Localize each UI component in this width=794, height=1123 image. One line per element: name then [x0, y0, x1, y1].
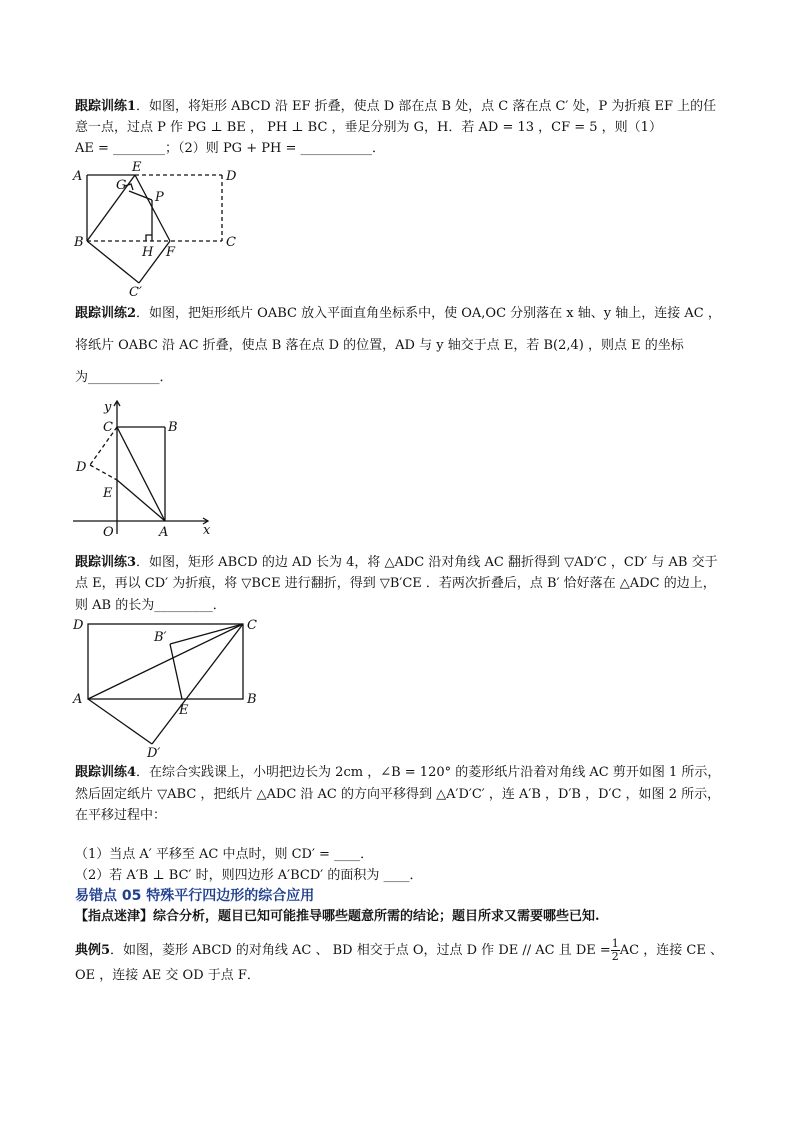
p1-label-c: C	[226, 235, 236, 250]
p4-question-2: （2）若 A′B ⊥ BC′ 时，则四边形 A′BCD′ 的面积为 ____．	[75, 868, 423, 883]
ex5-fraction	[611, 938, 620, 963]
p2-label-o: O	[103, 525, 114, 540]
p2-line3: 为___________．	[75, 370, 173, 385]
p3-tag: 跟踪训练3	[75, 555, 137, 570]
p3-label-e: E	[179, 703, 189, 718]
p1-line3: AE = ________；（2）则 PG + PH = ___________．	[75, 141, 385, 156]
p1-label-g: G	[116, 178, 127, 193]
p3-label-dp: D′	[147, 746, 161, 761]
p4-line2: 然后固定纸片 ▽ABC ，把纸片 △ADC 沿 AC 的方向平移得到 △A′D′C′ ，连 A′B ，D′B ，D′C ，如图 2 所示，	[75, 787, 721, 802]
ex5-text-after: AC ，连接 CE 、	[619, 943, 723, 958]
p1-label-b: B	[74, 235, 84, 250]
p4-text-1: ．在综合实践课上，小明把边长为 2cm ，∠B = 120° 的菱形纸片沿着对角线 AC 剪开如图 1 所示，	[136, 765, 721, 780]
p1-tag: 跟踪训练1	[75, 99, 137, 114]
p3-text-1: ．如图，矩形 ABCD 的边 AD 长为 4，将 △ADC 沿对角线 AC 翻折得到 ▽AD′C ，CD′ 与 AB 交于	[136, 555, 718, 570]
p1-label-d: D	[226, 169, 237, 184]
p1-label-cp: C′	[129, 285, 142, 300]
ex5-tag: 典例5	[75, 943, 111, 958]
section-heading: 易错点 05 特殊平行四边形的综合应用	[75, 888, 315, 904]
p2-label-c: C	[103, 420, 113, 435]
p4-line3: 在平移过程中：	[75, 808, 167, 823]
p1-label-a: A	[73, 169, 83, 184]
p2-label-x: x	[203, 523, 211, 538]
p3-line3: 则 AB 的长为_________．	[75, 598, 226, 613]
p2-label-e: E	[103, 486, 113, 501]
p4-line1	[75, 763, 720, 783]
p1-line2: 意一点，过点 P 作 PG ⊥ BE ， PH ⊥ BC ，垂足分别为 G，H．若 AD = 13 ，CF = 5 ，则（1）	[75, 120, 662, 135]
p4-tag: 跟踪训练4	[75, 765, 137, 780]
p1-label-p: P	[155, 190, 164, 205]
p2-label-a: A	[159, 525, 169, 540]
p1-label-h: H	[142, 245, 154, 260]
p2-text-1: ．如图，把矩形纸片 OABC 放入平面直角坐标系中，使 OA,OC 分别落在 x 轴、y 轴上，连接 AC ，	[136, 306, 721, 321]
ex5-line2: OE ，连接 AE 交 OD 于点 F．	[75, 968, 260, 983]
p2-line2: 将纸片 OABC 沿 AC 折叠，使点 B 落在点 D 的位置，AD 与 y 轴交于点 E，若 B(2,4) ，则点 E 的坐标	[75, 338, 684, 353]
p2-label-y: y	[104, 400, 112, 415]
ex5-frac-den: 2	[611, 950, 619, 963]
p1-text-1: ．如图，将矩形 ABCD 沿 EF 折叠，使点 D 部在点 B 处，点 C 落在点 C′ 处，P 为折痕 EF 上的任	[136, 99, 717, 114]
p2-label-d: D	[76, 460, 87, 475]
p3-label-a: A	[73, 692, 83, 707]
section-tip: 【指点迷津】综合分析，题目已知可能推导哪些题意所需的结论；题目所求又需要哪些已知.	[75, 909, 600, 924]
p3-line2: 点 E，再以 CD′ 为折痕，将 ▽BCE 进行翻折，得到 ▽B′CE ．若两次折叠后，点 B′ 恰好落在 △ADC 的边上，	[75, 576, 716, 591]
ex5-frac-num: 1	[611, 937, 619, 950]
p3-label-c: C	[247, 618, 257, 633]
p4-question-1: （1）当点 A′ 平移至 AC 中点时，则 CD′ = ____．	[75, 847, 374, 862]
p2-label-b: B	[168, 420, 178, 435]
p3-label-bp: B′	[154, 630, 167, 645]
ex5-text-before: ．如图，菱形 ABCD 的对角线 AC 、 BD 相交于点 O，过点 D 作 DE // AC 且 DE =	[110, 943, 611, 958]
p3-label-b: B	[247, 692, 257, 707]
p1-label-f: F	[166, 245, 176, 260]
ex5-line1	[75, 938, 723, 963]
p3-label-d: D	[73, 618, 84, 633]
p1-label-e: E	[132, 160, 142, 175]
p2-tag: 跟踪训练2	[75, 306, 137, 321]
